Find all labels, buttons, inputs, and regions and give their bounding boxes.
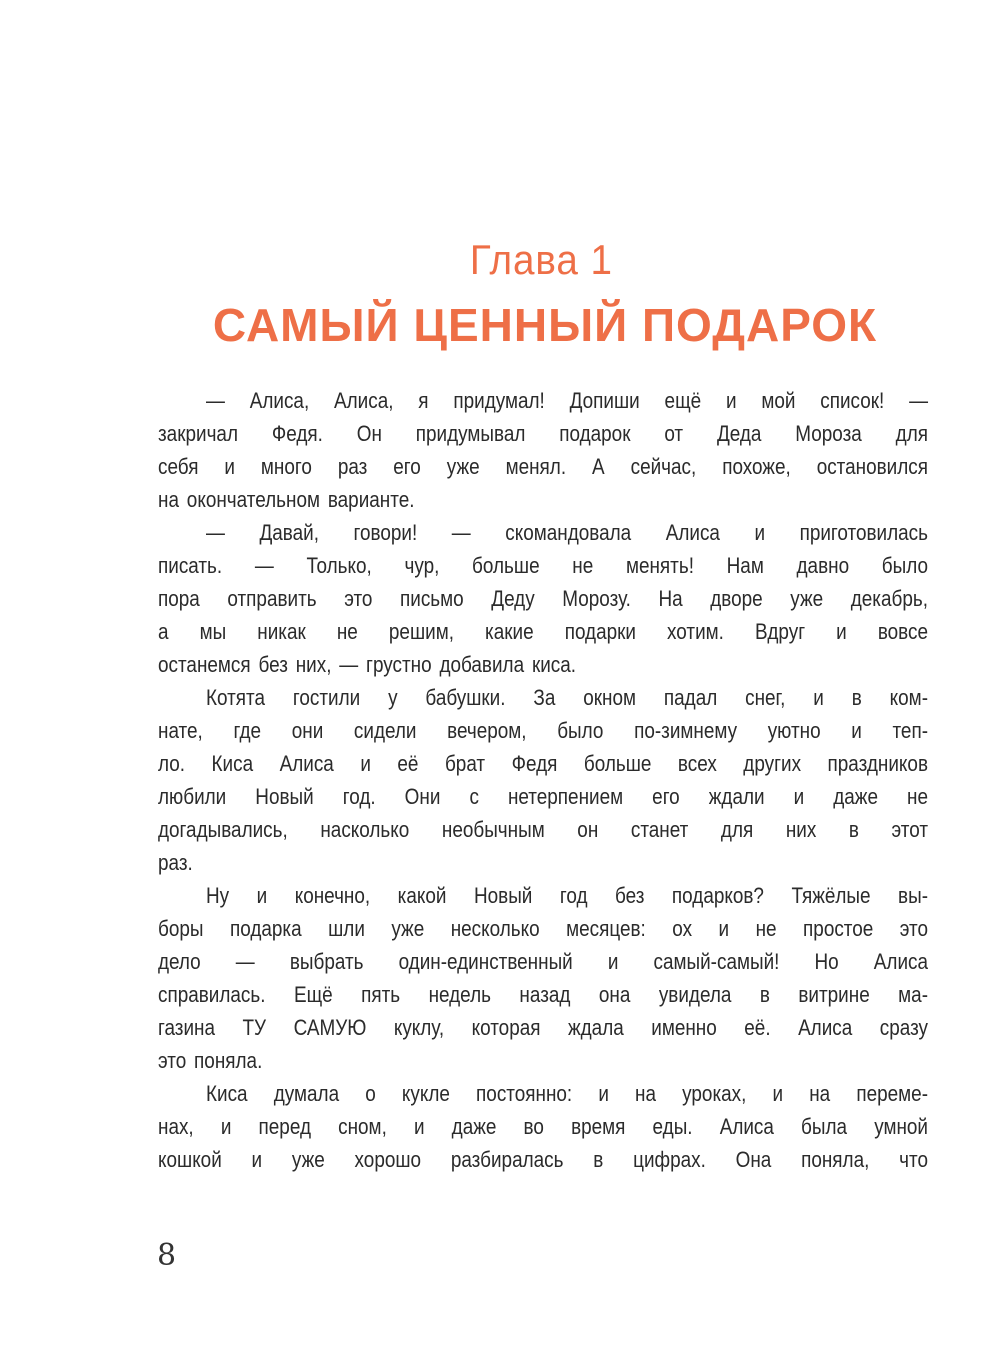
text-line-content: догадывались, насколько необычным он станет для них в этот (158, 817, 929, 842)
text-line (158, 714, 928, 747)
text-line (158, 1077, 928, 1110)
text-line-content: нах, и перед сном, и даже во время еды. Алиса была умной (158, 1114, 929, 1139)
text-line (158, 1044, 928, 1077)
text-line-content: писать. — Только, чур, больше не менять! Нам давно было (158, 553, 928, 578)
text-line (158, 516, 928, 549)
text-line (158, 681, 928, 714)
text-line-content: закричал Федя. Он придумывал подарок от Деда Мороза для (158, 421, 929, 446)
page-number: 8 (157, 1238, 177, 1273)
text-line-content: это поняла. (158, 1048, 263, 1073)
text-line (158, 483, 928, 516)
text-line-content: газина ТУ САМУЮ куклу, которая ждала именно её. Алиса сразу (158, 1015, 928, 1040)
text-line (158, 846, 928, 879)
text-line-content: ло. Киса Алиса и её брат Федя больше всех других праздников (158, 751, 928, 776)
body-text (158, 384, 928, 1176)
text-line (158, 384, 928, 417)
text-line (158, 648, 928, 681)
text-line (158, 615, 928, 648)
text-line-content: — Алиса, Алиса, я придумал! Допиши ещё и мой список! — (206, 388, 929, 413)
text-line-content: раз. (158, 850, 193, 875)
text-line-content: дело — выбрать один-единственный и самый-самый! Но Алиса (158, 949, 928, 974)
text-line (158, 912, 928, 945)
text-line (158, 549, 928, 582)
text-line (158, 1110, 928, 1143)
chapter-label: Глава 1 (469, 236, 613, 283)
text-line (158, 450, 928, 483)
text-line (158, 780, 928, 813)
text-line-content: Котята гостили у бабушки. За окном падал снег, и в ком- (206, 685, 928, 710)
text-line-content: Киса думала о кукле постоянно: и на уроках, и на переме- (206, 1081, 928, 1106)
text-line-content: справилась. Ещё пять недель назад она увидела в витрине ма- (158, 982, 929, 1007)
text-line-content: боры подарка шли уже несколько месяцев: ох и не простое это (158, 916, 929, 941)
text-line (158, 945, 928, 978)
text-line-content: Ну и конечно, какой Новый год без подарков? Тяжёлые вы- (206, 883, 928, 908)
text-line (158, 1011, 928, 1044)
text-line (158, 978, 928, 1011)
text-line-content: кошкой и уже хорошо разбиралась в цифрах. Она поняла, что (158, 1147, 928, 1172)
text-line-content: себя и много раз его уже менял. А сейчас, похоже, остановился (158, 454, 928, 479)
text-line-content: — Давай, говори! — скомандовала Алиса и приготовилась (206, 520, 929, 545)
text-line (158, 813, 928, 846)
text-line (158, 1143, 928, 1176)
text-line-content: нате, где они сидели вечером, было по-зимнему уютно и теп- (158, 718, 929, 743)
text-line (158, 417, 928, 450)
text-line-content: любили Новый год. Они с нетерпением его ждали и даже не (158, 784, 928, 809)
text-line-content: останемся без них, — грустно добавила киса. (158, 652, 577, 677)
text-line-content: на окончательном варианте. (158, 487, 415, 512)
text-line (158, 747, 928, 780)
chapter-title: САМЫЙ ЦЕННЫЙ ПОДАРОК (212, 299, 878, 351)
text-line-content: пора отправить это письмо Деду Морозу. На дворе уже декабрь, (158, 586, 929, 611)
text-line (158, 879, 928, 912)
text-line-content: а мы никак не решим, какие подарки хотим. Вдруг и вовсе (158, 619, 929, 644)
text-line (158, 582, 928, 615)
